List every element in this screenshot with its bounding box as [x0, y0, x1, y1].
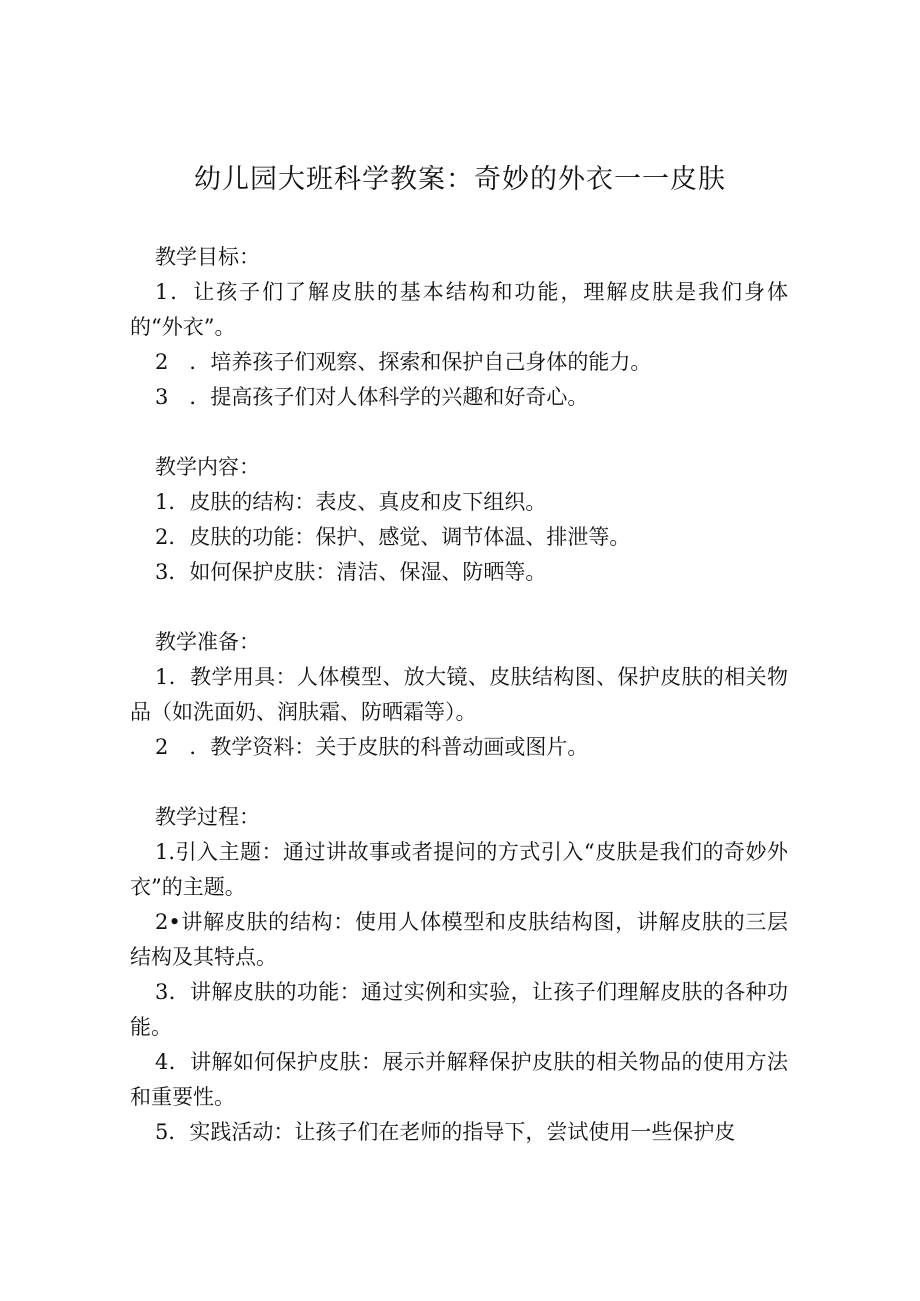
- list-item: 2．皮肤的功能：保护、感觉、调节体温、排泄等。: [155, 525, 631, 549]
- document-body: [130, 240, 788, 1150]
- document-title: 幼儿园大班科学教案：奇妙的外衣一一皮肤: [194, 164, 726, 195]
- section-teaching-preparation: [130, 625, 788, 765]
- list-item: 2•讲解皮肤的结构：使用人体模型和皮肤结构图，讲解皮肤的三层结构及其特点。: [130, 910, 788, 969]
- list-item: 3 ．提高孩子们对人体科学的兴趣和好奇心。: [155, 385, 589, 409]
- list-item: 1.引入主题：通过讲故事或者提问的方式引入“皮肤是我们的奇妙外衣”的主题。: [130, 840, 788, 899]
- section-teaching-content: [130, 450, 788, 590]
- list-item: 1．皮肤的结构：表皮、真皮和皮下组织。: [155, 490, 547, 514]
- list-item: 1．让孩子们了解皮肤的基本结构和功能，理解皮肤是我们身体的“外衣”。: [130, 280, 788, 339]
- section-heading: 教学过程：: [155, 805, 260, 829]
- section-teaching-process: [130, 800, 788, 1150]
- list-item: 2 ．培养孩子们观察、探索和保护自己身体的能力。: [155, 350, 652, 374]
- section-heading: 教学内容：: [155, 455, 260, 479]
- list-item: 5．实践活动：让孩子们在老师的指导下，尝试使用一些保护皮: [155, 1120, 736, 1144]
- list-item: 3．讲解皮肤的功能：通过实例和实验，让孩子们理解皮肤的各种功能。: [130, 980, 788, 1039]
- list-item: 4．讲解如何保护皮肤：展示并解释保护皮肤的相关物品的使用方法和重要性。: [130, 1050, 788, 1109]
- list-item: 2 ．教学资料：关于皮肤的科普动画或图片。: [155, 735, 589, 759]
- section-heading: 教学目标：: [155, 245, 260, 269]
- list-item: 1．教学用具：人体模型、放大镜、皮肤结构图、保护皮肤的相关物品（如洗面奶、润肤霜、防晒霜等）。: [130, 665, 788, 724]
- section-teaching-goals: [130, 240, 788, 415]
- list-item: 3．如何保护皮肤：清洁、保湿、防晒等。: [155, 560, 547, 584]
- section-heading: 教学准备：: [155, 630, 260, 654]
